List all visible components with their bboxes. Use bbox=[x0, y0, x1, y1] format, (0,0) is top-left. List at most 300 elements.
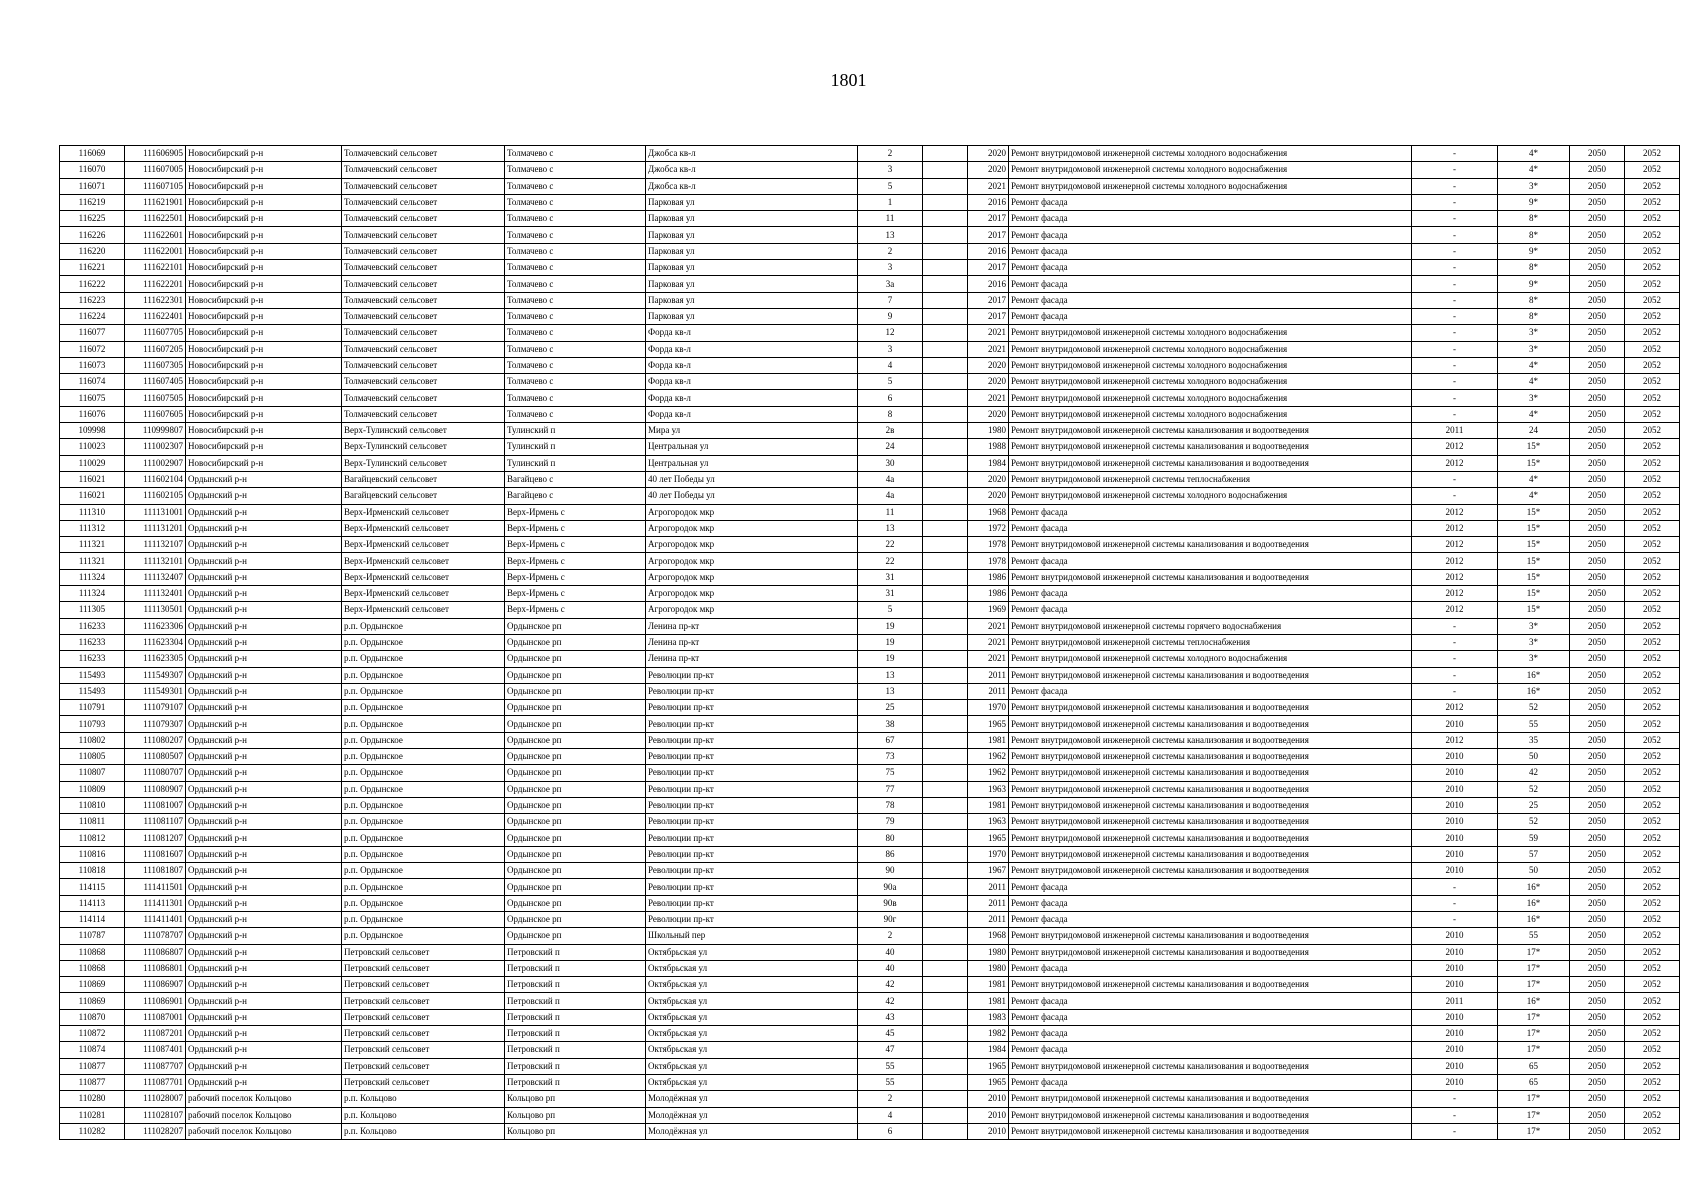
cell-build-year: 2021 bbox=[968, 341, 1009, 357]
cell-build-year: 1988 bbox=[968, 439, 1009, 455]
cell-build-year: 2010 bbox=[968, 1091, 1009, 1107]
cell-wear-value: 24 bbox=[1498, 423, 1570, 439]
cell-house-number: 90 bbox=[858, 863, 923, 879]
cell-plan-end-year: 2052 bbox=[1625, 1091, 1680, 1107]
cell-plan-start-year: 2050 bbox=[1570, 651, 1625, 667]
cell-last-repair-year: - bbox=[1412, 471, 1498, 487]
cell-work-type: Ремонт внутридомовой инженерной системы холодного водоснабжения bbox=[1009, 488, 1412, 504]
cell-wear-value: 55 bbox=[1498, 716, 1570, 732]
cell-plan-start-year: 2050 bbox=[1570, 863, 1625, 879]
cell-settlement: Верх-Ирмень с bbox=[505, 504, 646, 520]
cell-settlement: Тулинский п bbox=[505, 455, 646, 471]
cell-build-year: 1984 bbox=[968, 455, 1009, 471]
cell-record-code: 111081607 bbox=[125, 846, 186, 862]
cell-street: Форда кв-л bbox=[646, 325, 858, 341]
cell-district: Ордынский р-н bbox=[186, 602, 342, 618]
cell-plan-end-year: 2052 bbox=[1625, 146, 1680, 162]
cell-last-repair-year: 2010 bbox=[1412, 797, 1498, 813]
cell-district: Ордынский р-н bbox=[186, 1026, 342, 1042]
cell-settlement: Тулинский п bbox=[505, 423, 646, 439]
cell-district: Ордынский р-н bbox=[186, 634, 342, 650]
cell-extra bbox=[923, 292, 968, 308]
cell-house-id: 110023 bbox=[60, 439, 125, 455]
table-row bbox=[60, 1074, 1680, 1090]
cell-record-code: 111623305 bbox=[125, 651, 186, 667]
cell-plan-end-year: 2052 bbox=[1625, 683, 1680, 699]
cell-house-number: 13 bbox=[858, 227, 923, 243]
table-row bbox=[60, 471, 1680, 487]
cell-work-type: Ремонт фасада bbox=[1009, 211, 1412, 227]
table-row bbox=[60, 1009, 1680, 1025]
cell-house-id: 110872 bbox=[60, 1026, 125, 1042]
cell-build-year: 2020 bbox=[968, 488, 1009, 504]
cell-district: Новосибирский р-н bbox=[186, 227, 342, 243]
cell-plan-start-year: 2050 bbox=[1570, 911, 1625, 927]
cell-plan-end-year: 2052 bbox=[1625, 667, 1680, 683]
cell-record-code: 111622601 bbox=[125, 227, 186, 243]
cell-house-id: 110809 bbox=[60, 781, 125, 797]
cell-street: Мира ул bbox=[646, 423, 858, 439]
cell-house-number: 2 bbox=[858, 146, 923, 162]
cell-build-year: 1965 bbox=[968, 716, 1009, 732]
page-number: 1801 bbox=[830, 70, 867, 90]
cell-settlement: Верх-Ирмень с bbox=[505, 553, 646, 569]
cell-record-code: 111087001 bbox=[125, 1009, 186, 1025]
cell-record-code: 111130501 bbox=[125, 602, 186, 618]
cell-district: Ордынский р-н bbox=[186, 683, 342, 699]
cell-district: Новосибирский р-н bbox=[186, 455, 342, 471]
table-row bbox=[60, 846, 1680, 862]
cell-plan-end-year: 2052 bbox=[1625, 797, 1680, 813]
cell-plan-end-year: 2052 bbox=[1625, 178, 1680, 194]
cell-build-year: 1986 bbox=[968, 569, 1009, 585]
cell-build-year: 1981 bbox=[968, 732, 1009, 748]
cell-house-number: 31 bbox=[858, 569, 923, 585]
cell-street: 40 лет Победы ул bbox=[646, 471, 858, 487]
cell-extra bbox=[923, 325, 968, 341]
cell-house-number: 19 bbox=[858, 651, 923, 667]
cell-record-code: 111621901 bbox=[125, 194, 186, 210]
cell-last-repair-year: - bbox=[1412, 325, 1498, 341]
cell-house-id: 111321 bbox=[60, 537, 125, 553]
cell-house-number: 43 bbox=[858, 1009, 923, 1025]
cell-last-repair-year: - bbox=[1412, 1091, 1498, 1107]
cell-wear-value: 4* bbox=[1498, 146, 1570, 162]
cell-district: Ордынский р-н bbox=[186, 1058, 342, 1074]
cell-work-type: Ремонт внутридомовой инженерной системы канализования и водоотведения bbox=[1009, 944, 1412, 960]
cell-house-number: 5 bbox=[858, 374, 923, 390]
cell-house-id: 115493 bbox=[60, 683, 125, 699]
cell-wear-value: 4* bbox=[1498, 357, 1570, 373]
cell-house-number: 11 bbox=[858, 211, 923, 227]
table-row bbox=[60, 325, 1680, 341]
cell-build-year: 2016 bbox=[968, 194, 1009, 210]
cell-plan-start-year: 2050 bbox=[1570, 260, 1625, 276]
cell-extra bbox=[923, 651, 968, 667]
cell-last-repair-year: - bbox=[1412, 651, 1498, 667]
cell-plan-end-year: 2052 bbox=[1625, 781, 1680, 797]
cell-plan-start-year: 2050 bbox=[1570, 797, 1625, 813]
cell-work-type: Ремонт фасада bbox=[1009, 260, 1412, 276]
table-row bbox=[60, 211, 1680, 227]
cell-wear-value: 17* bbox=[1498, 1107, 1570, 1123]
cell-street: Агрогородок мкр bbox=[646, 520, 858, 536]
cell-plan-start-year: 2050 bbox=[1570, 1026, 1625, 1042]
cell-house-number: 3 bbox=[858, 260, 923, 276]
cell-house-number: 2 bbox=[858, 928, 923, 944]
cell-plan-end-year: 2052 bbox=[1625, 895, 1680, 911]
cell-wear-value: 16* bbox=[1498, 895, 1570, 911]
cell-house-number: 31 bbox=[858, 586, 923, 602]
cell-plan-end-year: 2052 bbox=[1625, 471, 1680, 487]
cell-house-id: 110787 bbox=[60, 928, 125, 944]
cell-record-code: 111028207 bbox=[125, 1123, 186, 1139]
cell-build-year: 1965 bbox=[968, 830, 1009, 846]
cell-municipality: р.п. Кольцово bbox=[342, 1123, 505, 1139]
cell-municipality: Петровский сельсовет bbox=[342, 960, 505, 976]
cell-plan-end-year: 2052 bbox=[1625, 700, 1680, 716]
cell-plan-end-year: 2052 bbox=[1625, 390, 1680, 406]
cell-house-number: 11 bbox=[858, 504, 923, 520]
cell-district: рабочий поселок Кольцово bbox=[186, 1107, 342, 1123]
cell-house-number: 75 bbox=[858, 765, 923, 781]
cell-street: Форда кв-л bbox=[646, 390, 858, 406]
cell-district: Новосибирский р-н bbox=[186, 260, 342, 276]
cell-wear-value: 3* bbox=[1498, 618, 1570, 634]
table-row bbox=[60, 651, 1680, 667]
cell-last-repair-year: - bbox=[1412, 178, 1498, 194]
cell-house-number: 45 bbox=[858, 1026, 923, 1042]
cell-plan-end-year: 2052 bbox=[1625, 879, 1680, 895]
cell-work-type: Ремонт фасада bbox=[1009, 1074, 1412, 1090]
cell-municipality: р.п. Ордынское bbox=[342, 651, 505, 667]
cell-house-number: 13 bbox=[858, 683, 923, 699]
cell-settlement: Ордынское рп bbox=[505, 700, 646, 716]
cell-build-year: 2010 bbox=[968, 1107, 1009, 1123]
table-row bbox=[60, 292, 1680, 308]
cell-municipality: Вагайцевский сельсовет bbox=[342, 471, 505, 487]
cell-record-code: 111549307 bbox=[125, 667, 186, 683]
cell-record-code: 111132101 bbox=[125, 553, 186, 569]
cell-build-year: 2021 bbox=[968, 390, 1009, 406]
cell-last-repair-year: - bbox=[1412, 1107, 1498, 1123]
cell-record-code: 111132407 bbox=[125, 569, 186, 585]
cell-municipality: р.п. Кольцово bbox=[342, 1091, 505, 1107]
cell-work-type: Ремонт внутридомовой инженерной системы канализования и водоотведения bbox=[1009, 439, 1412, 455]
cell-work-type: Ремонт внутридомовой инженерной системы холодного водоснабжения bbox=[1009, 162, 1412, 178]
cell-build-year: 1965 bbox=[968, 1074, 1009, 1090]
cell-plan-start-year: 2050 bbox=[1570, 1107, 1625, 1123]
cell-settlement: Ордынское рп bbox=[505, 765, 646, 781]
cell-build-year: 1978 bbox=[968, 537, 1009, 553]
cell-extra bbox=[923, 618, 968, 634]
cell-district: Новосибирский р-н bbox=[186, 406, 342, 422]
cell-municipality: Петровский сельсовет bbox=[342, 944, 505, 960]
cell-house-id: 110810 bbox=[60, 797, 125, 813]
cell-plan-end-year: 2052 bbox=[1625, 227, 1680, 243]
cell-extra bbox=[923, 308, 968, 324]
cell-plan-start-year: 2050 bbox=[1570, 879, 1625, 895]
cell-district: Ордынский р-н bbox=[186, 504, 342, 520]
cell-settlement: Толмачево с bbox=[505, 341, 646, 357]
cell-plan-start-year: 2050 bbox=[1570, 374, 1625, 390]
table-row bbox=[60, 520, 1680, 536]
cell-district: Новосибирский р-н bbox=[186, 439, 342, 455]
cell-wear-value: 52 bbox=[1498, 700, 1570, 716]
cell-district: Ордынский р-н bbox=[186, 488, 342, 504]
cell-municipality: Толмачевский сельсовет bbox=[342, 178, 505, 194]
table-row bbox=[60, 1042, 1680, 1058]
cell-work-type: Ремонт фасада bbox=[1009, 683, 1412, 699]
cell-house-number: 42 bbox=[858, 993, 923, 1009]
cell-work-type: Ремонт внутридомовой инженерной системы канализования и водоотведения bbox=[1009, 781, 1412, 797]
cell-extra bbox=[923, 814, 968, 830]
cell-municipality: Толмачевский сельсовет bbox=[342, 308, 505, 324]
cell-record-code: 111622501 bbox=[125, 211, 186, 227]
cell-last-repair-year: 2012 bbox=[1412, 602, 1498, 618]
cell-build-year: 2020 bbox=[968, 406, 1009, 422]
cell-house-number: 78 bbox=[858, 797, 923, 813]
cell-settlement: Тулинский п bbox=[505, 439, 646, 455]
cell-extra bbox=[923, 879, 968, 895]
cell-work-type: Ремонт внутридомовой инженерной системы канализования и водоотведения bbox=[1009, 1123, 1412, 1139]
cell-plan-start-year: 2050 bbox=[1570, 700, 1625, 716]
cell-house-number: 4а bbox=[858, 488, 923, 504]
table-row bbox=[60, 1026, 1680, 1042]
cell-municipality: р.п. Кольцово bbox=[342, 1107, 505, 1123]
cell-plan-start-year: 2050 bbox=[1570, 1091, 1625, 1107]
cell-house-id: 110868 bbox=[60, 960, 125, 976]
table-row bbox=[60, 1123, 1680, 1139]
cell-municipality: р.п. Ордынское bbox=[342, 846, 505, 862]
cell-work-type: Ремонт внутридомовой инженерной системы холодного водоснабжения bbox=[1009, 341, 1412, 357]
table-row bbox=[60, 455, 1680, 471]
cell-district: Ордынский р-н bbox=[186, 960, 342, 976]
cell-house-id: 111324 bbox=[60, 586, 125, 602]
cell-record-code: 111079107 bbox=[125, 700, 186, 716]
cell-last-repair-year: - bbox=[1412, 1123, 1498, 1139]
cell-municipality: Петровский сельсовет bbox=[342, 1009, 505, 1025]
cell-street: Революции пр-кт bbox=[646, 748, 858, 764]
cell-settlement: Ордынское рп bbox=[505, 830, 646, 846]
cell-house-number: 38 bbox=[858, 716, 923, 732]
cell-plan-start-year: 2050 bbox=[1570, 1123, 1625, 1139]
cell-house-id: 116220 bbox=[60, 243, 125, 259]
cell-record-code: 111002307 bbox=[125, 439, 186, 455]
cell-street: Революции пр-кт bbox=[646, 830, 858, 846]
cell-house-id: 116075 bbox=[60, 390, 125, 406]
cell-house-number: 86 bbox=[858, 846, 923, 862]
cell-plan-start-year: 2050 bbox=[1570, 292, 1625, 308]
cell-settlement: Толмачево с bbox=[505, 162, 646, 178]
cell-municipality: р.п. Ордынское bbox=[342, 732, 505, 748]
cell-plan-end-year: 2052 bbox=[1625, 830, 1680, 846]
cell-house-id: 116222 bbox=[60, 276, 125, 292]
cell-street: Революции пр-кт bbox=[646, 716, 858, 732]
cell-municipality: Толмачевский сельсовет bbox=[342, 227, 505, 243]
cell-street: Парковая ул bbox=[646, 308, 858, 324]
cell-settlement: Петровский п bbox=[505, 1026, 646, 1042]
cell-plan-start-year: 2050 bbox=[1570, 406, 1625, 422]
cell-extra bbox=[923, 423, 968, 439]
cell-work-type: Ремонт внутридомовой инженерной системы канализования и водоотведения bbox=[1009, 1091, 1412, 1107]
cell-wear-value: 65 bbox=[1498, 1074, 1570, 1090]
cell-plan-start-year: 2050 bbox=[1570, 569, 1625, 585]
cell-settlement: Толмачево с bbox=[505, 227, 646, 243]
table-row bbox=[60, 830, 1680, 846]
table-row bbox=[60, 977, 1680, 993]
cell-house-id: 116076 bbox=[60, 406, 125, 422]
cell-wear-value: 3* bbox=[1498, 651, 1570, 667]
cell-last-repair-year: 2010 bbox=[1412, 1058, 1498, 1074]
cell-street: Революции пр-кт bbox=[646, 814, 858, 830]
cell-extra bbox=[923, 1009, 968, 1025]
cell-record-code: 111087201 bbox=[125, 1026, 186, 1042]
cell-last-repair-year: 2010 bbox=[1412, 814, 1498, 830]
cell-build-year: 1980 bbox=[968, 423, 1009, 439]
cell-settlement: Толмачево с bbox=[505, 243, 646, 259]
cell-municipality: р.п. Ордынское bbox=[342, 879, 505, 895]
cell-plan-start-year: 2050 bbox=[1570, 471, 1625, 487]
cell-plan-start-year: 2050 bbox=[1570, 537, 1625, 553]
cell-build-year: 2020 bbox=[968, 471, 1009, 487]
cell-plan-start-year: 2050 bbox=[1570, 162, 1625, 178]
cell-record-code: 111081007 bbox=[125, 797, 186, 813]
cell-street: Форда кв-л bbox=[646, 374, 858, 390]
cell-last-repair-year: - bbox=[1412, 276, 1498, 292]
cell-work-type: Ремонт фасада bbox=[1009, 292, 1412, 308]
cell-municipality: Петровский сельсовет bbox=[342, 1042, 505, 1058]
cell-municipality: Верх-Ирменский сельсовет bbox=[342, 504, 505, 520]
cell-build-year: 2021 bbox=[968, 325, 1009, 341]
cell-record-code: 111028107 bbox=[125, 1107, 186, 1123]
cell-district: Новосибирский р-н bbox=[186, 211, 342, 227]
cell-plan-end-year: 2052 bbox=[1625, 260, 1680, 276]
cell-plan-end-year: 2052 bbox=[1625, 341, 1680, 357]
table-row bbox=[60, 960, 1680, 976]
table-row bbox=[60, 911, 1680, 927]
cell-house-id: 110807 bbox=[60, 765, 125, 781]
cell-street: Парковая ул bbox=[646, 194, 858, 210]
cell-house-id: 114114 bbox=[60, 911, 125, 927]
cell-plan-end-year: 2052 bbox=[1625, 634, 1680, 650]
cell-district: Ордынский р-н bbox=[186, 846, 342, 862]
cell-wear-value: 16* bbox=[1498, 667, 1570, 683]
cell-last-repair-year: 2012 bbox=[1412, 586, 1498, 602]
cell-wear-value: 25 bbox=[1498, 797, 1570, 813]
cell-district: Ордынский р-н bbox=[186, 667, 342, 683]
cell-plan-end-year: 2052 bbox=[1625, 977, 1680, 993]
cell-plan-end-year: 2052 bbox=[1625, 732, 1680, 748]
cell-house-number: 1 bbox=[858, 194, 923, 210]
cell-plan-end-year: 2052 bbox=[1625, 308, 1680, 324]
table-row bbox=[60, 504, 1680, 520]
cell-plan-start-year: 2050 bbox=[1570, 553, 1625, 569]
cell-extra bbox=[923, 748, 968, 764]
cell-house-number: 6 bbox=[858, 390, 923, 406]
cell-work-type: Ремонт внутридомовой инженерной системы канализования и водоотведения bbox=[1009, 455, 1412, 471]
cell-plan-start-year: 2050 bbox=[1570, 325, 1625, 341]
cell-house-id: 116070 bbox=[60, 162, 125, 178]
cell-settlement: Ордынское рп bbox=[505, 911, 646, 927]
cell-municipality: Толмачевский сельсовет bbox=[342, 406, 505, 422]
cell-house-id: 110811 bbox=[60, 814, 125, 830]
table-row bbox=[60, 439, 1680, 455]
cell-plan-end-year: 2052 bbox=[1625, 618, 1680, 634]
cell-work-type: Ремонт внутридомовой инженерной системы холодного водоснабжения bbox=[1009, 325, 1412, 341]
cell-record-code: 111132107 bbox=[125, 537, 186, 553]
cell-record-code: 111080207 bbox=[125, 732, 186, 748]
cell-work-type: Ремонт фасада bbox=[1009, 879, 1412, 895]
cell-extra bbox=[923, 341, 968, 357]
cell-plan-start-year: 2050 bbox=[1570, 748, 1625, 764]
cell-plan-end-year: 2052 bbox=[1625, 1058, 1680, 1074]
cell-street: Революции пр-кт bbox=[646, 667, 858, 683]
registry-table bbox=[59, 145, 1680, 1140]
cell-work-type: Ремонт фасада bbox=[1009, 308, 1412, 324]
cell-build-year: 1965 bbox=[968, 1058, 1009, 1074]
cell-plan-start-year: 2050 bbox=[1570, 423, 1625, 439]
cell-municipality: Вагайцевский сельсовет bbox=[342, 488, 505, 504]
cell-record-code: 111078707 bbox=[125, 928, 186, 944]
cell-plan-start-year: 2050 bbox=[1570, 944, 1625, 960]
cell-extra bbox=[923, 1123, 968, 1139]
cell-work-type: Ремонт фасада bbox=[1009, 895, 1412, 911]
cell-last-repair-year: 2010 bbox=[1412, 1074, 1498, 1090]
cell-wear-value: 16* bbox=[1498, 911, 1570, 927]
cell-plan-start-year: 2050 bbox=[1570, 390, 1625, 406]
cell-street: Джобса кв-л bbox=[646, 162, 858, 178]
cell-last-repair-year: 2010 bbox=[1412, 716, 1498, 732]
cell-work-type: Ремонт фасада bbox=[1009, 602, 1412, 618]
cell-municipality: Толмачевский сельсовет bbox=[342, 243, 505, 259]
cell-district: Ордынский р-н bbox=[186, 765, 342, 781]
cell-settlement: Ордынское рп bbox=[505, 667, 646, 683]
table-row bbox=[60, 748, 1680, 764]
table-row bbox=[60, 374, 1680, 390]
cell-settlement: Ордынское рп bbox=[505, 895, 646, 911]
cell-record-code: 111087401 bbox=[125, 1042, 186, 1058]
cell-settlement: Ордынское рп bbox=[505, 928, 646, 944]
cell-build-year: 2020 bbox=[968, 357, 1009, 373]
cell-street: Парковая ул bbox=[646, 227, 858, 243]
cell-wear-value: 3* bbox=[1498, 341, 1570, 357]
cell-house-number: 19 bbox=[858, 634, 923, 650]
cell-plan-start-year: 2050 bbox=[1570, 977, 1625, 993]
cell-district: Ордынский р-н bbox=[186, 781, 342, 797]
cell-plan-end-year: 2052 bbox=[1625, 243, 1680, 259]
cell-record-code: 111081807 bbox=[125, 863, 186, 879]
cell-build-year: 2021 bbox=[968, 634, 1009, 650]
cell-house-number: 90в bbox=[858, 895, 923, 911]
cell-house-number: 3 bbox=[858, 162, 923, 178]
cell-build-year: 2017 bbox=[968, 292, 1009, 308]
table-row bbox=[60, 227, 1680, 243]
cell-settlement: Верх-Ирмень с bbox=[505, 537, 646, 553]
cell-last-repair-year: 2010 bbox=[1412, 960, 1498, 976]
cell-record-code: 111623304 bbox=[125, 634, 186, 650]
cell-street: Революции пр-кт bbox=[646, 797, 858, 813]
cell-municipality: Верх-Ирменский сельсовет bbox=[342, 569, 505, 585]
cell-work-type: Ремонт фасада bbox=[1009, 993, 1412, 1009]
cell-extra bbox=[923, 716, 968, 732]
cell-street: Джобса кв-л bbox=[646, 146, 858, 162]
cell-work-type: Ремонт внутридомовой инженерной системы холодного водоснабжения bbox=[1009, 374, 1412, 390]
cell-house-id: 116021 bbox=[60, 488, 125, 504]
cell-house-id: 110874 bbox=[60, 1042, 125, 1058]
cell-district: Ордынский р-н bbox=[186, 586, 342, 602]
cell-wear-value: 4* bbox=[1498, 406, 1570, 422]
